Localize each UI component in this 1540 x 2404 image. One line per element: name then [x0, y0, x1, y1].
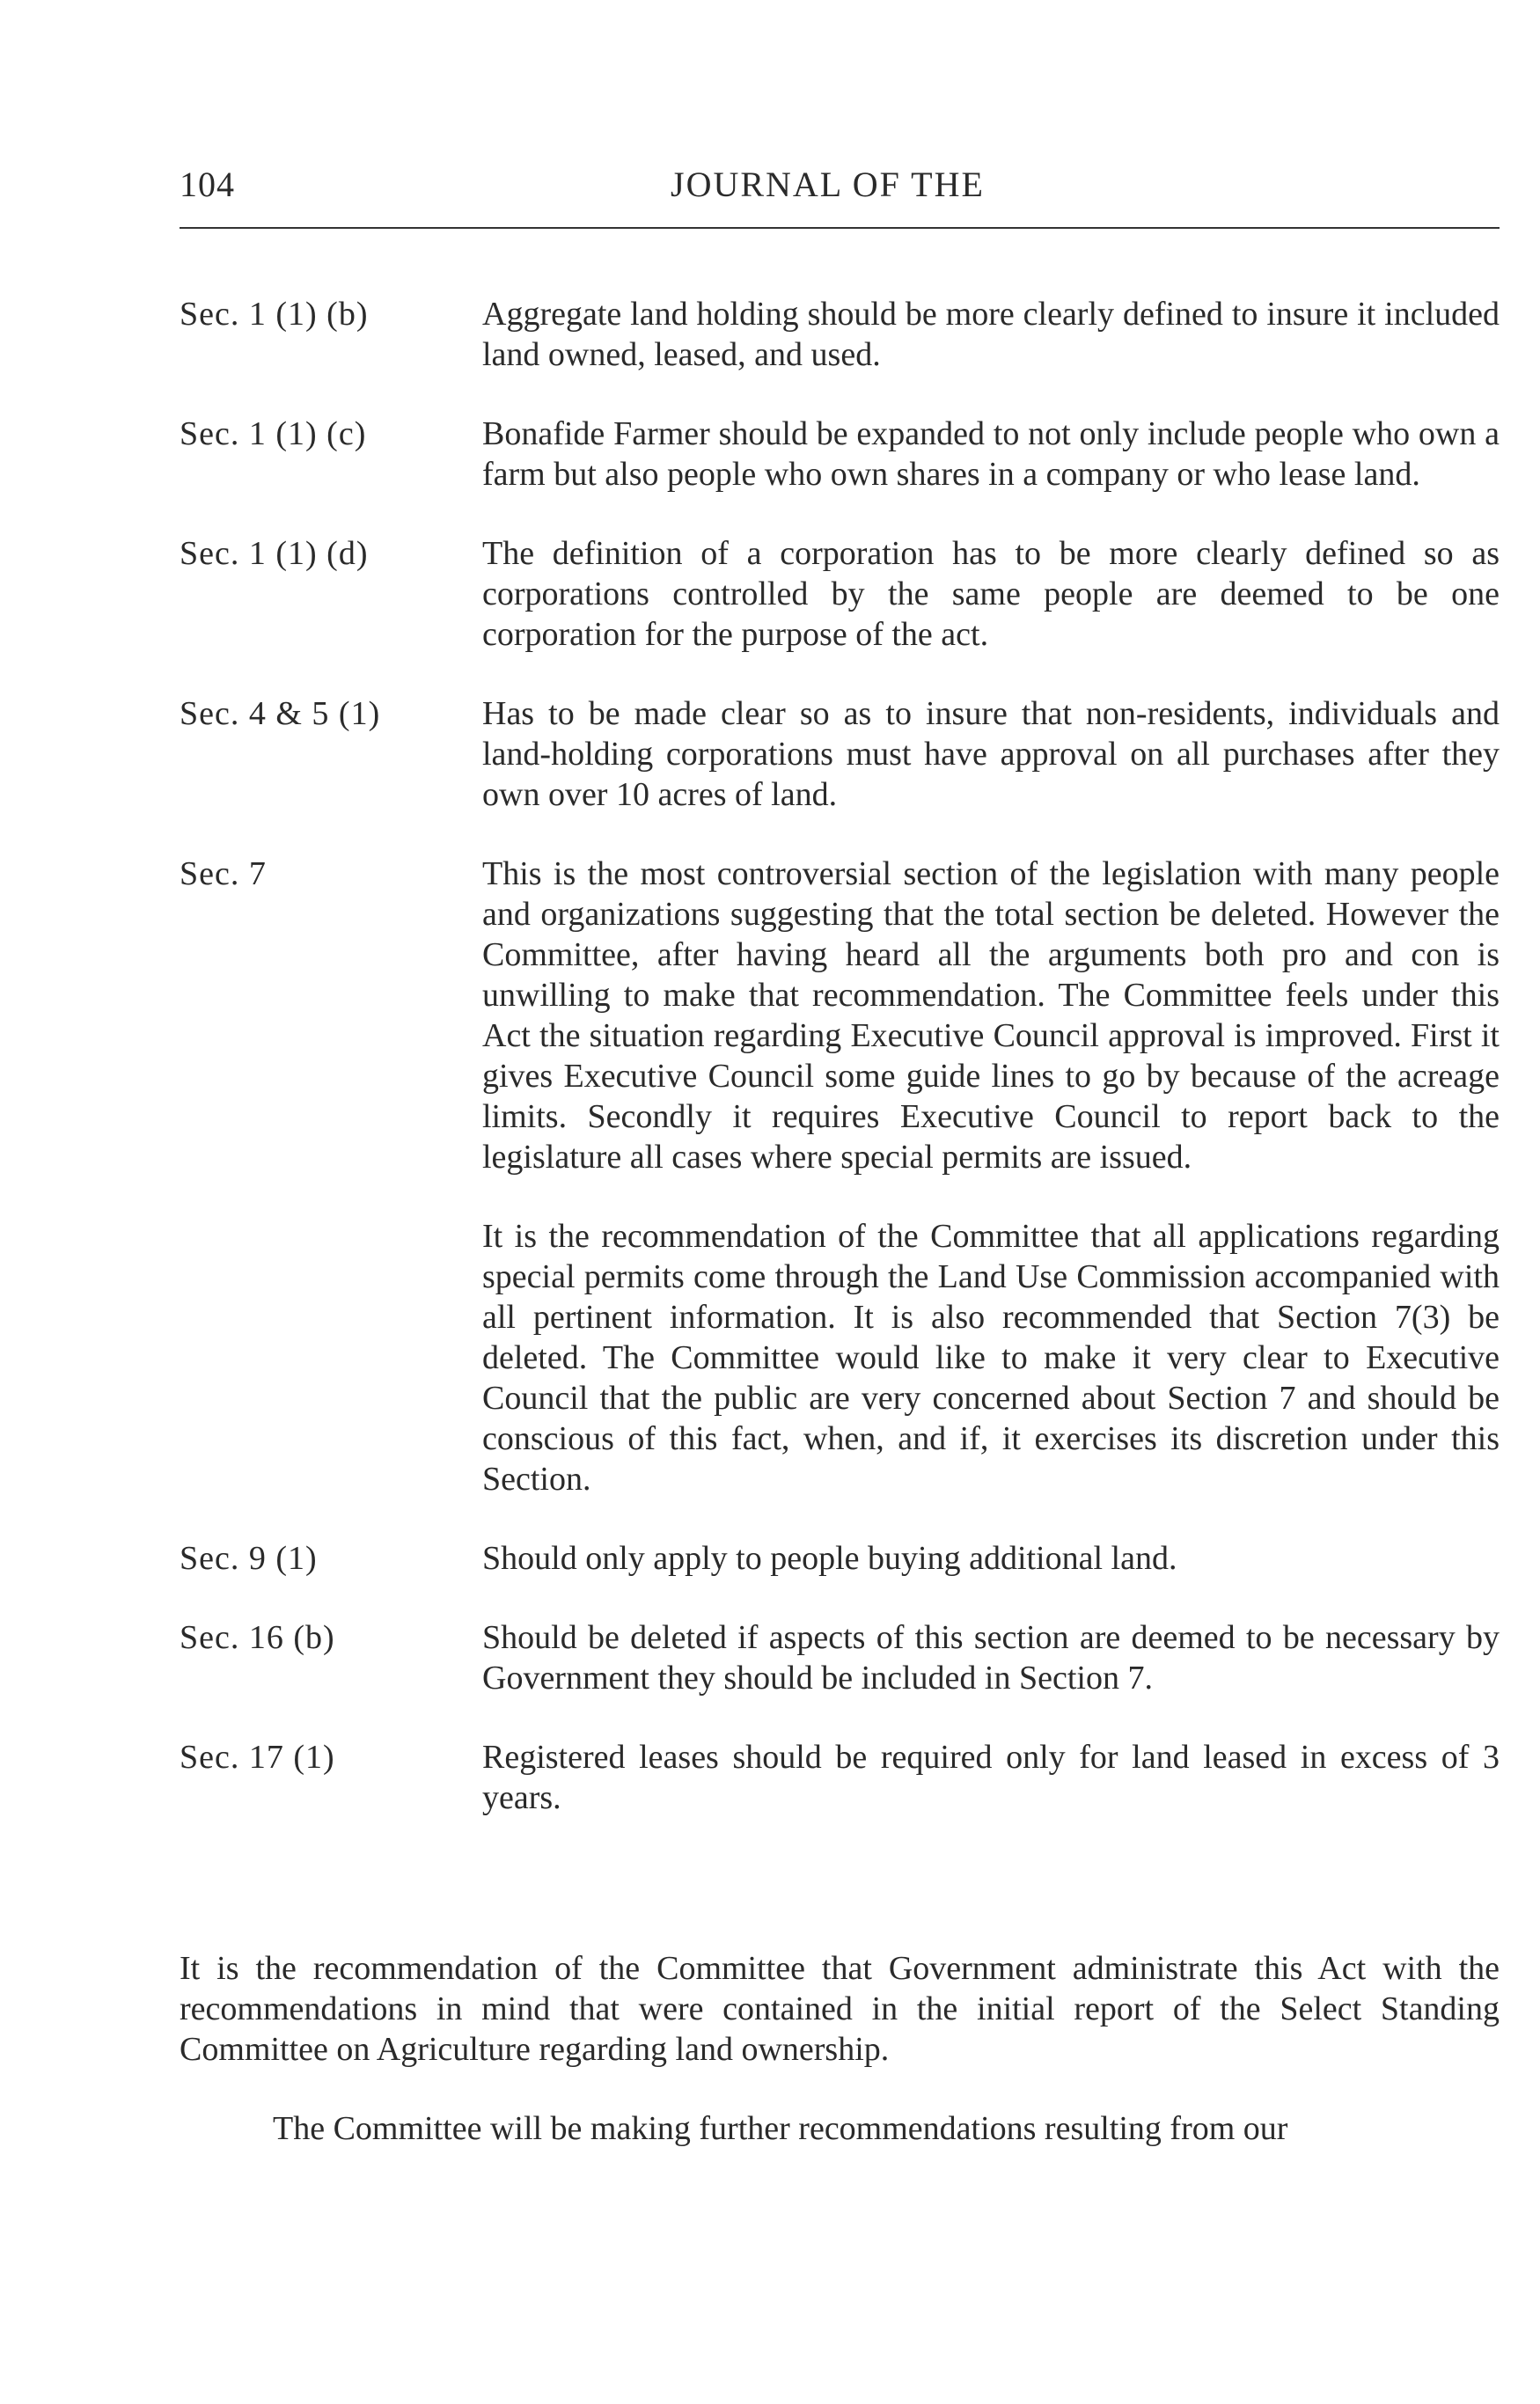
section-entry [180, 1737, 1500, 1818]
section-entry [180, 854, 1500, 1499]
section-label: Sec. 1 (1) (c) [180, 415, 367, 452]
comment-paragraph: It is the recommendation of the Committee that all applications regarding special permits come through the Land Use Commission accompanied with all pertinent information. It is also recommended that Section 7(3) be deleted. The Committee would like to make it very clear to Executive Council that the public are very concerned about Section 7 and should be conscious of this fact, when, and if, it exercises its discretion under this Section. [482, 1218, 1500, 1498]
section-comment [482, 294, 1500, 375]
closing-paragraph: The Committee will be making further recommendations resulting from our [273, 2110, 1288, 2147]
header-rule [180, 227, 1500, 229]
running-title: JOURNAL OF THE [671, 165, 985, 204]
section-comment [482, 1538, 1500, 1579]
section-label: Sec. 9 (1) [180, 1540, 318, 1577]
section-comment [482, 854, 1500, 1499]
section-entry [180, 693, 1500, 815]
comment-paragraph: Registered leases should be required only for land leased in excess of 3 years. [482, 1739, 1500, 1816]
section-comment [482, 414, 1500, 495]
section-comment [482, 1617, 1500, 1698]
section-entry [180, 414, 1500, 495]
comment-paragraph: Aggregate land holding should be more clearly defined to insure it included land owned, leased, and used. [482, 296, 1500, 373]
comment-paragraph: Should only apply to people buying additional land. [482, 1540, 1177, 1577]
comment-paragraph: The definition of a corporation has to be more clearly defined so as corporations controlled by the same people are deemed to be one corporation for the purpose of the act. [482, 535, 1500, 653]
comment-paragraph: Has to be made clear so as to insure that non-residents, individuals and land-holding corporations must have approval on all purchases after they own over 10 acres of land. [482, 695, 1500, 813]
section-label: Sec. 7 [180, 855, 267, 892]
page-header [176, 164, 1496, 216]
section-entries [180, 294, 1500, 1857]
section-entry [180, 1617, 1500, 1698]
section-label: Sec. 4 & 5 (1) [180, 695, 381, 732]
closing-text [180, 1948, 1500, 2149]
section-comment [482, 693, 1500, 815]
section-label: Sec. 17 (1) [180, 1739, 335, 1776]
section-comment [482, 1737, 1500, 1818]
section-label: Sec. 1 (1) (b) [180, 296, 369, 333]
section-entry [180, 294, 1500, 375]
section-comment [482, 533, 1500, 655]
section-label: Sec. 16 (b) [180, 1619, 335, 1656]
comment-paragraph: This is the most controversial section of the legislation with many people and organizations suggesting that the total section be deleted. However the Committee, after having heard all the arguments both pro and con is unwilling to make that recommendation. The Committee feels under this Act the situation regarding Executive Council approval is improved. First it gives Executive Council some guide lines to go by because of the acreage limits. Secondly it requires Executive Council to report back to the legislature all cases where special permits are issued. [482, 855, 1500, 1176]
section-label: Sec. 1 (1) (d) [180, 535, 369, 572]
page-number: 104 [180, 165, 235, 204]
closing-paragraph: It is the recommendation of the Committee that Government administrate this Act with the recommendations in mind that were contained in the initial report of the Select Standing Committee on Agriculture regarding land ownership. [180, 1950, 1500, 2068]
comment-paragraph: Bonafide Farmer should be expanded to not only include people who own a farm but also people who own shares in a company or who lease land. [482, 415, 1500, 493]
section-entry [180, 1538, 1500, 1579]
comment-paragraph: Should be deleted if aspects of this section are deemed to be necessary by Government they should be included in Section 7. [482, 1619, 1500, 1697]
section-entry [180, 533, 1500, 655]
